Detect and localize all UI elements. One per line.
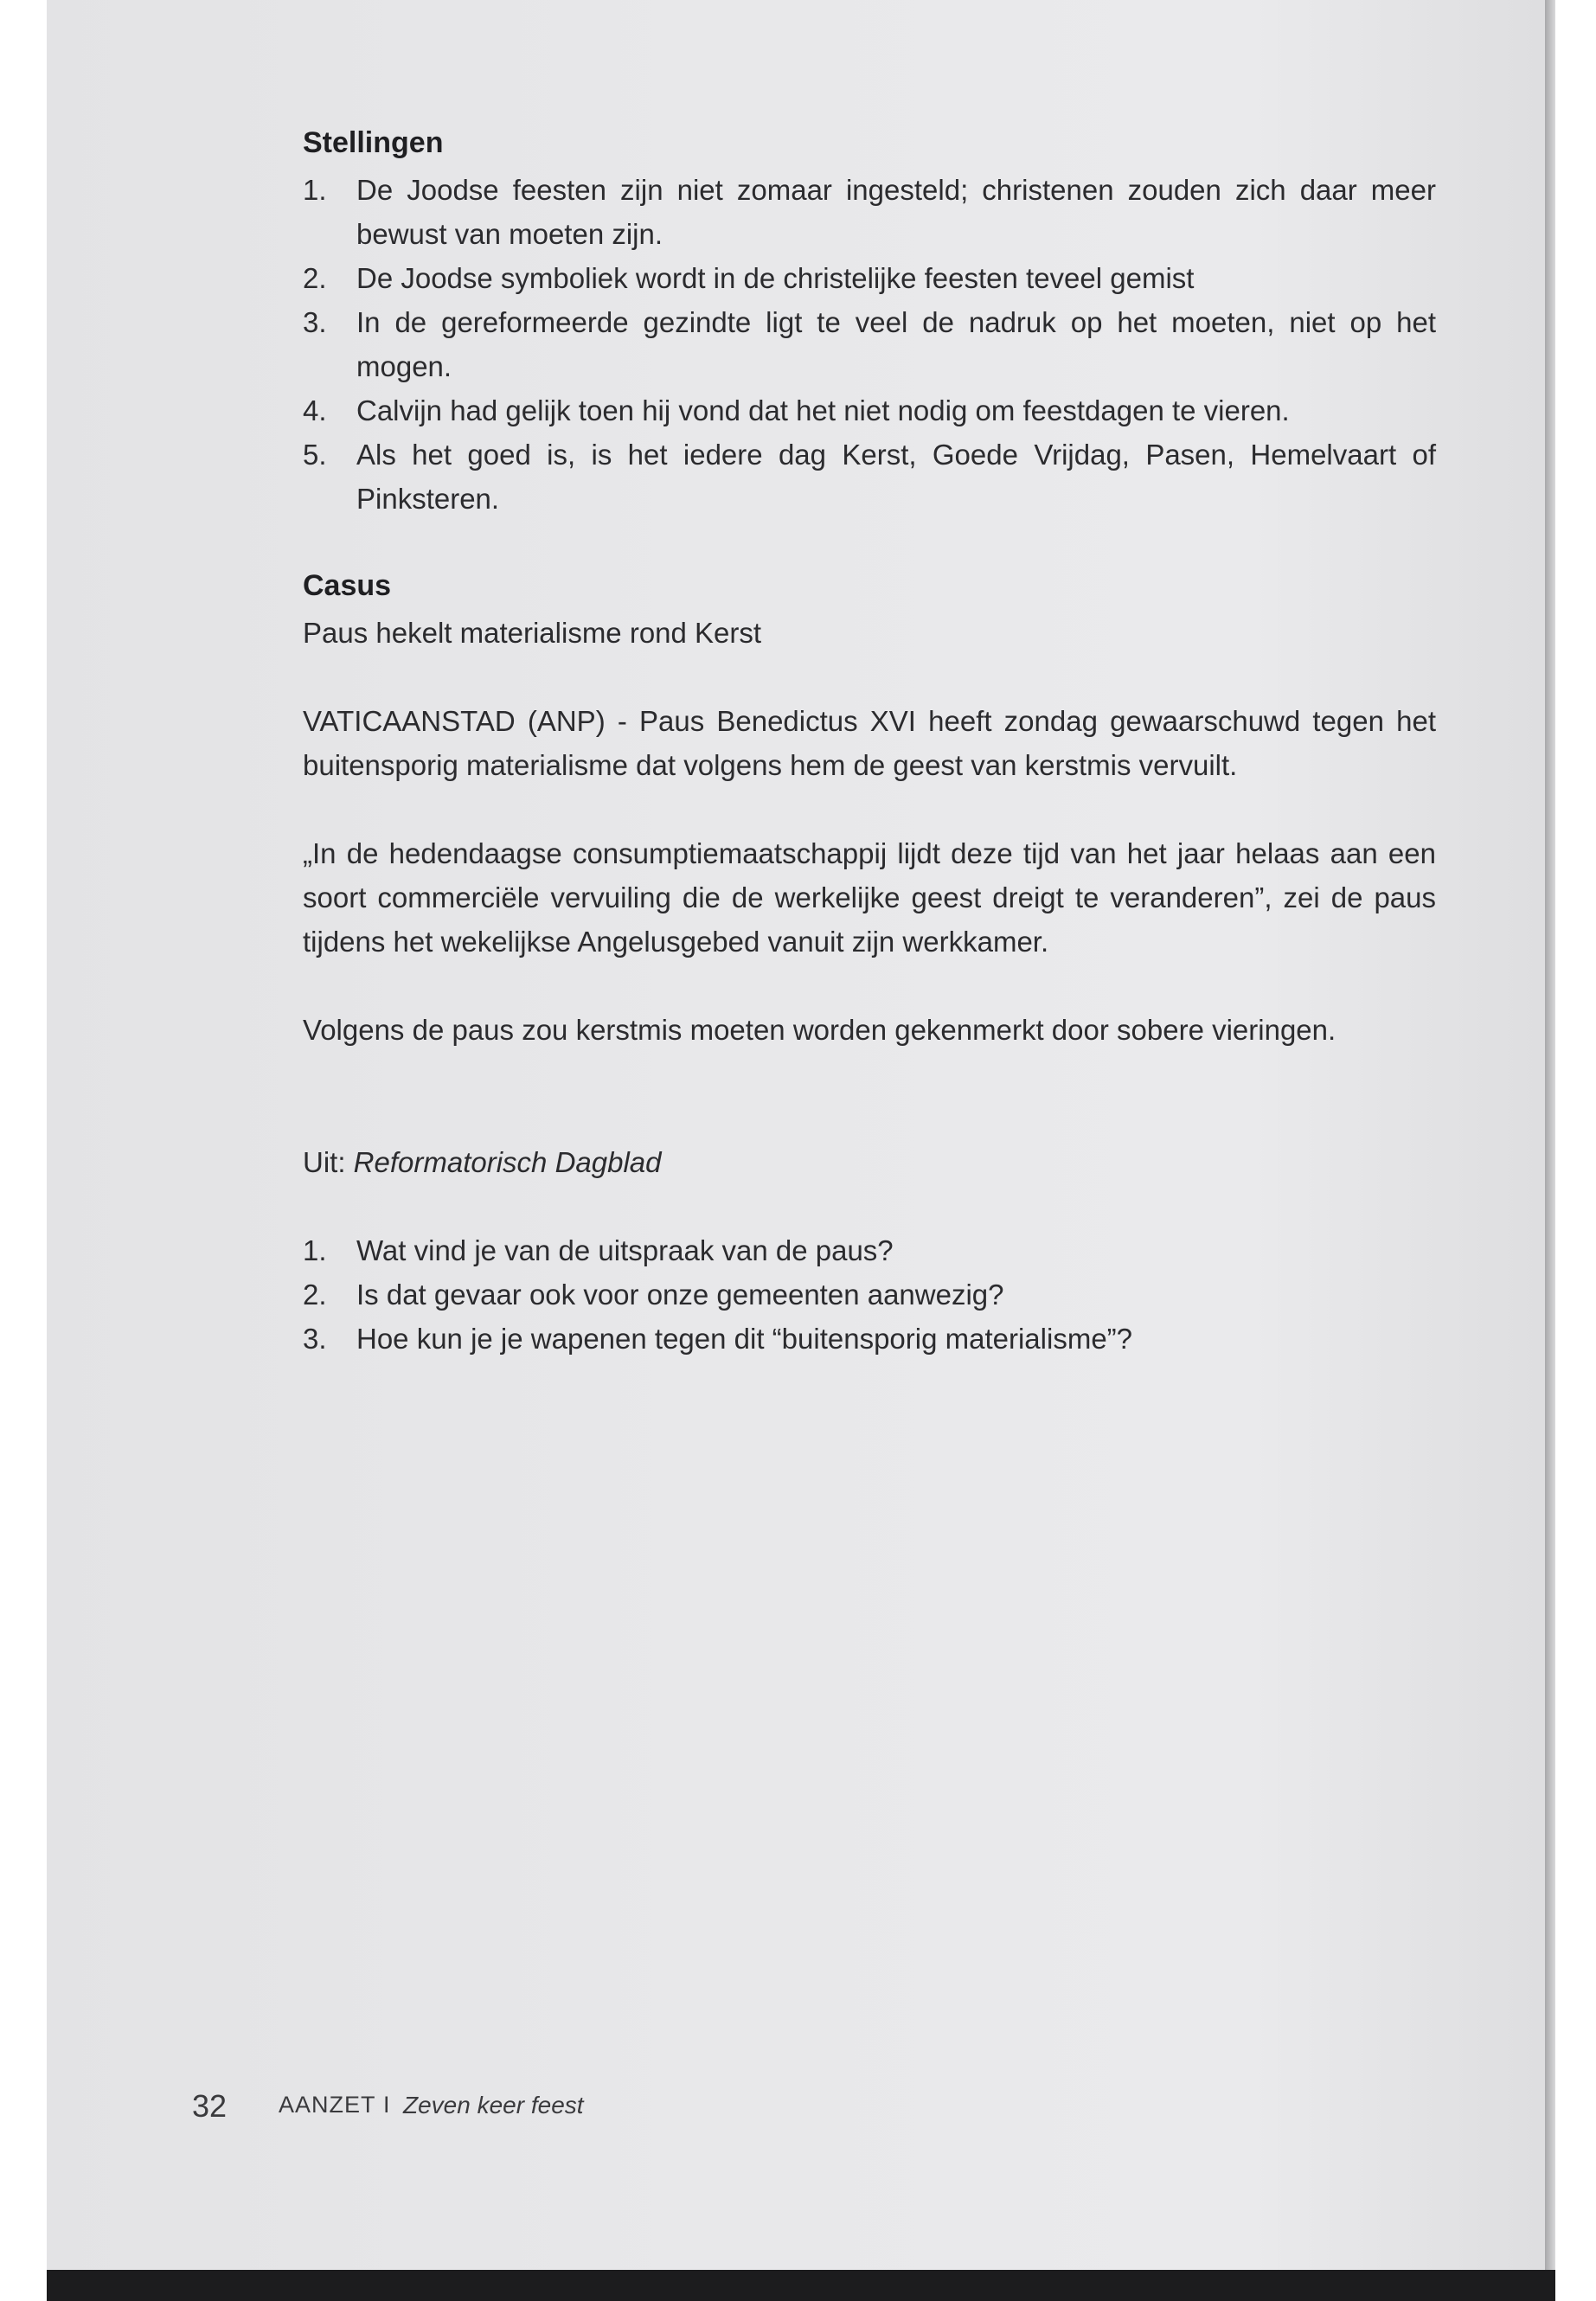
stellingen-list: [303, 168, 1436, 521]
footer-label: AANZET: [279, 2092, 376, 2118]
page-number: 32: [192, 2088, 228, 2124]
list-item: [303, 256, 1436, 300]
item-number: 3.: [303, 1323, 327, 1355]
list-item: [303, 388, 1436, 433]
stellingen-heading: Stellingen: [303, 126, 444, 159]
list-item: [303, 1317, 1436, 1361]
item-number: 2.: [303, 262, 327, 294]
casus-heading: Casus: [303, 569, 392, 602]
item-text: Calvijn had gelijk toen hij vond dat het niet nodig om feestdagen te vieren.: [356, 394, 1290, 426]
item-text: In de gereformeerde gezindte ligt te veel de nadruk op het moeten, niet op het mogen.: [356, 306, 1436, 382]
item-text: Als het goed is, is het iedere dag Kerst, Goede Vrijdag, Pasen, Hemelvaart of Pinksteren.: [356, 439, 1436, 515]
item-text: Is dat gevaar ook voor onze gemeenten aanwezig?: [356, 1279, 1004, 1311]
list-item: [303, 1272, 1436, 1317]
casus-paragraph-3: Volgens de paus zou kerstmis moeten worden gekenmerkt door sobere vieringen.: [303, 1014, 1336, 1046]
page-edge-shadow: [1545, 0, 1555, 2270]
item-text: Wat vind je van de uitspraak van de paus?: [356, 1234, 894, 1266]
source-title: Reformatorisch Dagblad: [353, 1146, 662, 1178]
list-item: [303, 300, 1436, 388]
casus-questions: [303, 1228, 1436, 1361]
item-text: Hoe kun je je wapenen tegen dit “buitensporig materialisme”?: [356, 1323, 1133, 1355]
item-text: De Joodse feesten zijn niet zomaar ingesteld; christenen zouden zich daar meer bewust van moeten zijn.: [356, 174, 1436, 250]
casus-subtitle: Paus hekelt materialisme rond Kerst: [303, 617, 762, 649]
footer-subtitle: Zeven keer feest: [403, 2092, 584, 2118]
item-number: 5.: [303, 439, 327, 471]
list-item: [303, 168, 1436, 256]
item-number: 4.: [303, 394, 327, 426]
item-text: De Joodse symboliek wordt in de christelijke feesten teveel gemist: [356, 262, 1195, 294]
scan-bottom-band: [47, 2270, 1555, 2301]
footer-separator: I: [383, 2092, 390, 2118]
casus-paragraph-2: „In de hedendaagse consumptiemaatschappij lijdt deze tijd van het jaar helaas aan een soort commerciële vervuiling die de werkelijke geest dreigt te veranderen”, zei de paus tijdens het wekelijkse Angelusgebed vanuit zijn werkkamer.: [303, 837, 1436, 958]
source-prefix: Uit:: [303, 1146, 354, 1178]
item-number: 1.: [303, 174, 327, 206]
item-number: 1.: [303, 1234, 327, 1266]
item-number: 3.: [303, 306, 327, 338]
list-item: [303, 433, 1436, 521]
casus-source: [303, 1140, 1436, 1184]
item-number: 2.: [303, 1279, 327, 1311]
list-item: [303, 1228, 1436, 1272]
casus-paragraph-1: VATICAANSTAD (ANP) - Paus Benedictus XVI heeft zondag gewaarschuwd tegen het buitensporig materialisme dat volgens hem de geest van kerstmis vervuilt.: [303, 705, 1436, 781]
